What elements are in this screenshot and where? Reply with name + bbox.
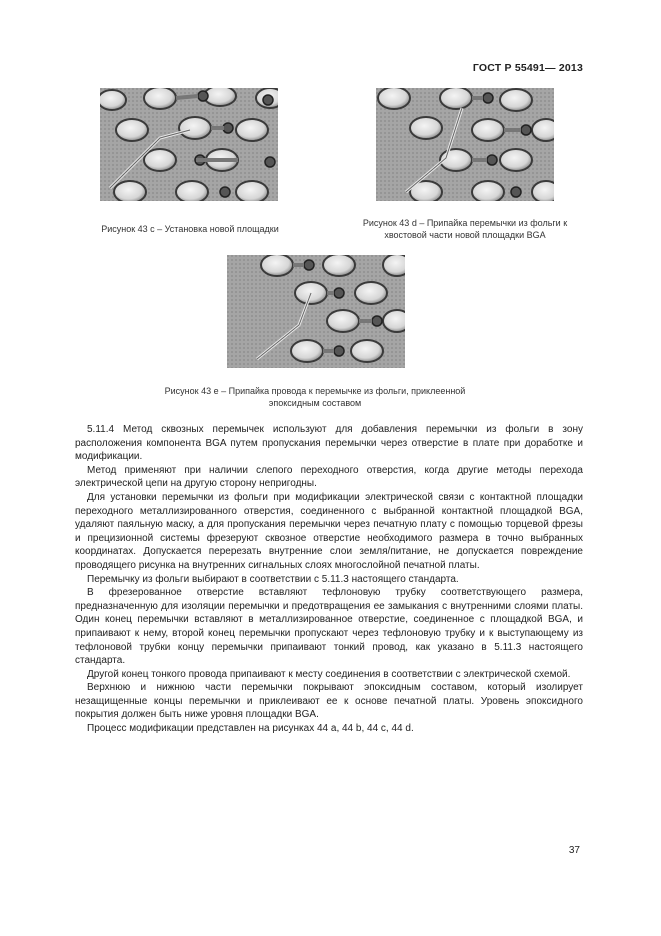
figure-43e-caption xyxy=(130,385,500,409)
standard-number: ГОСТ Р 55491— 2013 xyxy=(472,62,583,74)
paragraph: Перемычку из фольги выбирают в соответствии с 5.11.3 настоящего стандарта. xyxy=(87,573,459,585)
figure-43d-caption-line1: Рисунок 43 d – Припайка перемычки из фольги к xyxy=(362,218,568,228)
paragraph: Другой конец тонкого провода припаивают к месту соединения в соответствии с электрической схемой. xyxy=(87,668,571,680)
figure-43e-caption-line1: Рисунок 43 е – Припайка провода к перемычке из фольги, приклеенной xyxy=(164,386,466,396)
paragraph: Верхнюю и нижнюю части перемычки покрывают эпоксидным составом, который изолирует незащищенные концы перемычки и приклеивают ее к основе печатной платы. Уровень эпоксидного покрытия должен быть ниже уровня площадки BGA. xyxy=(75,682,583,721)
paragraph: Метод применяют при наличии слепого переходного отверстия, когда другие методы перехода электрической цепи на другую сторону непригодны. xyxy=(75,464,583,490)
paragraph: Для установки перемычки из фольги при модификации электрической связи с контактной площадки переходного металлизированного отверстия, соединенного с выбранной контактной площадкой BGA, удаляют паяльную маску, а для пропускания перемычки через печатную плату с помощью торцевой фрезы и прецизионной системы фрезеруют сквозное отверстие необходимого размера в точно выбранных координатах. Допускается перерезать внутренние слои земля/питание, не допускается повреждение проводящего рисунка на внутренних сигнальных слоях многослойной печатной платы. xyxy=(75,491,583,571)
paragraph: 5.11.4 Метод сквозных перемычек используют для добавления перемычки из фольги в зону расположения компонента BGA путем пропускания перемычки через отверстие в плате при доработке и модификации. xyxy=(75,424,583,463)
paragraph: Процесс модификации представлен на рисунках 44 а, 44 b, 44 с, 44 d. xyxy=(87,723,414,735)
figure-43d-caption xyxy=(330,217,600,241)
page-number: 37 xyxy=(568,845,580,856)
figure-43c-caption xyxy=(70,223,310,235)
figure-43c-caption-text: Рисунок 43 с – Установка новой площадки xyxy=(101,224,279,234)
figure-43d-image xyxy=(376,88,554,201)
body-text xyxy=(75,423,583,736)
figure-43e-image xyxy=(227,255,405,368)
figure-43d-caption-line2: хвостовой части новой площадки BGA xyxy=(384,230,546,240)
figure-43c-image xyxy=(100,88,278,201)
figure-43e-caption-line2: эпоксидным составом xyxy=(268,398,362,408)
paragraph: В фрезерованное отверстие вставляют тефлоновую трубку соответствующего размера, предназначенную для изоляции перемычки и предотвращения ее замыкания с внутренними слоями платы. Один конец перемычки вставляют в металлизированное отверстие, соединенное с площадкой BGA, и припаивают к нему, второй конец перемычки пропускают через тефлоновую трубку и к выступающему из тефлоновой трубки концу перемычки припаивают тонкий провод, как указано в 5.11.3 настоящего стандарта. xyxy=(75,587,583,667)
